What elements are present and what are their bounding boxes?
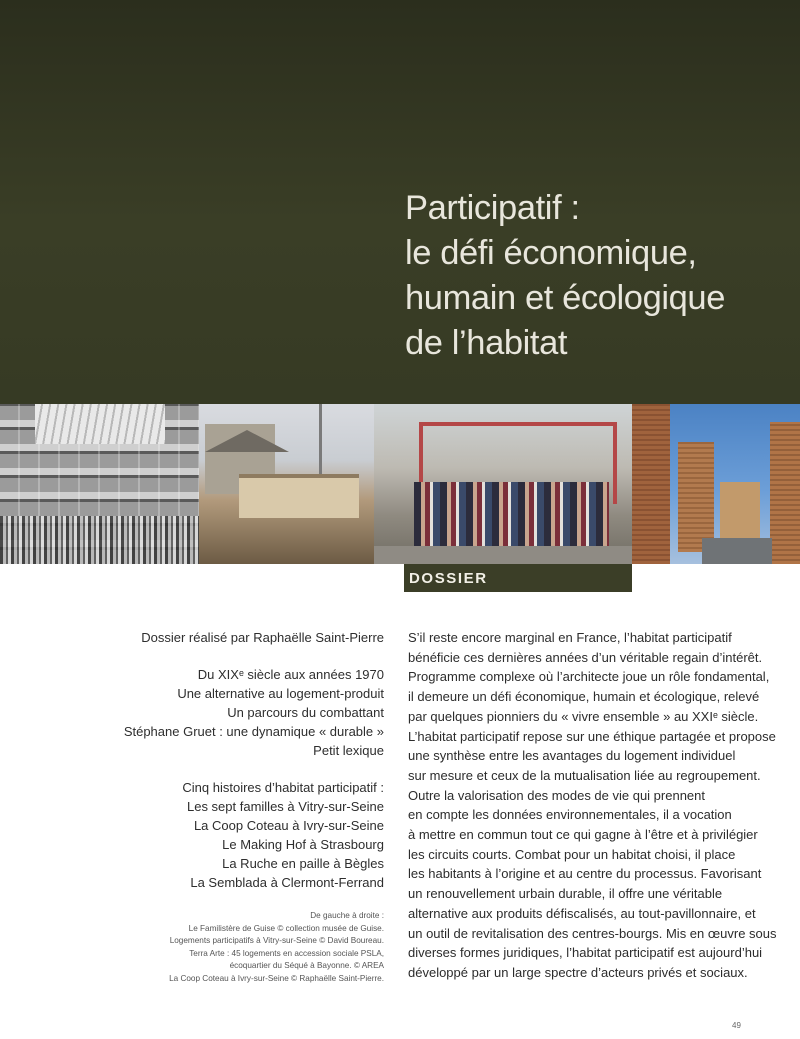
title-line: Participatif :	[405, 189, 580, 227]
caption-line: écoquartier du Séqué à Bayonne. © AREA	[229, 961, 384, 971]
dossier-contents	[44, 628, 384, 892]
section-label: DOSSIER	[404, 564, 632, 592]
photo-terra-arte	[632, 404, 800, 564]
list-item: Petit lexique	[313, 743, 384, 758]
title-line: humain et écologique	[405, 279, 725, 317]
walkway	[702, 538, 772, 564]
concrete-slab	[239, 474, 359, 518]
photo-vitry-construction	[199, 404, 374, 564]
text-line: une synthèse entre les avantages du logement individuel	[408, 748, 736, 764]
text-line: par quelques pionniers du « vivre ensemble » au XXIᵉ siècle.	[408, 708, 759, 724]
list-item: Les sept familles à Vitry-sur-Seine	[186, 799, 384, 814]
text-line: un outil de revitalisation des centres-bourgs. Mis en œuvre sous	[408, 925, 777, 941]
ground	[374, 546, 632, 564]
list-item: Le Making Hof à Strasbourg	[222, 837, 384, 852]
title-line: de l’habitat	[405, 324, 568, 362]
photo-captions	[24, 910, 384, 986]
text-line: Programme complexe où l’architecte joue un rôle fondamental,	[408, 669, 770, 685]
crane	[319, 404, 322, 474]
list-item: Une alternative au logement-produit	[177, 686, 384, 701]
text-line: à mettre en commun tout ce qui gagne à l’être et à privilégier	[408, 827, 758, 843]
author-credit: Dossier réalisé par Raphaëlle Saint-Pierre	[141, 630, 384, 645]
caption-line: De gauche à droite :	[310, 911, 384, 920]
list-item: La Ruche en paille à Bègles	[222, 856, 384, 871]
header-banner	[0, 0, 800, 404]
list-item: Du XIXᵉ siècle aux années 1970	[197, 667, 384, 682]
text-line: sur mesure et ceux de la mutualisation liée au regroupement.	[408, 767, 761, 783]
text-line: il demeure un défi économique, humain et écologique, relevé	[408, 689, 760, 705]
caption-line: La Coop Coteau à Ivry-sur-Seine © Raphaëlle Saint-Pierre.	[169, 973, 384, 983]
text-line: les habitants à l’origine et au centre du processus. Favorisant	[408, 866, 762, 882]
list-item: La Semblada à Clermont-Ferrand	[190, 875, 384, 890]
glass-roof	[35, 404, 165, 444]
caption-line: Le Familistère de Guise © collection musée de Guise.	[188, 923, 384, 933]
list-item: Stéphane Gruet : une dynamique « durable »	[123, 724, 384, 739]
list-item: Cinq histoires d’habitat participatif :	[182, 780, 384, 795]
photo-coop-coteau-group	[374, 404, 632, 564]
text-line: les circuits courts. Combat pour un habitat choisi, il place	[408, 846, 736, 862]
text-line: en compte les données environnementales, il a vocation	[408, 807, 732, 823]
text-line: diverses formes juridiques, l’habitat participatif est aujourd’hui	[408, 945, 763, 961]
group-of-people	[414, 482, 609, 546]
text-line: S’il reste encore marginal en France, l’habitat participatif	[408, 630, 732, 645]
wood-facade-right	[770, 422, 800, 564]
page-number: 49	[732, 1021, 741, 1030]
text-line: un renouvellement urbain durable, il offre une véritable	[408, 886, 723, 902]
roof	[205, 430, 289, 452]
text-line: alternative aux produits défiscalisés, au tout-pavillonnaire, et	[408, 905, 756, 921]
text-line: développé par un large spectre d’acteurs privés et sociaux.	[408, 964, 748, 980]
caption-line: Terra Arte : 45 logements en accession sociale PSLA,	[189, 948, 384, 958]
wood-facade-left	[632, 404, 670, 564]
list-item: Un parcours du combattant	[227, 705, 384, 720]
articles-list	[44, 665, 384, 760]
intro-text	[408, 628, 777, 983]
crowd	[0, 516, 199, 564]
caption-line: Logements participatifs à Vitry-sur-Seine © David Boureau.	[169, 936, 384, 946]
text-line: L’habitat participatif repose sur une éthique partagée et propose	[408, 728, 776, 744]
photo-familistere-guise	[0, 404, 199, 564]
text-line: bénéficie ces dernières années d’un véritable regain d’intérêt.	[408, 649, 763, 665]
stories-list	[44, 778, 384, 892]
text-line: Outre la valorisation des modes de vie qui prennent	[408, 787, 706, 803]
page-title	[405, 186, 725, 366]
building	[720, 482, 760, 538]
list-item: La Coop Coteau à Ivry-sur-Seine	[193, 818, 384, 833]
wood-facade-middle	[678, 442, 714, 552]
title-line: le défi économique,	[405, 234, 697, 272]
